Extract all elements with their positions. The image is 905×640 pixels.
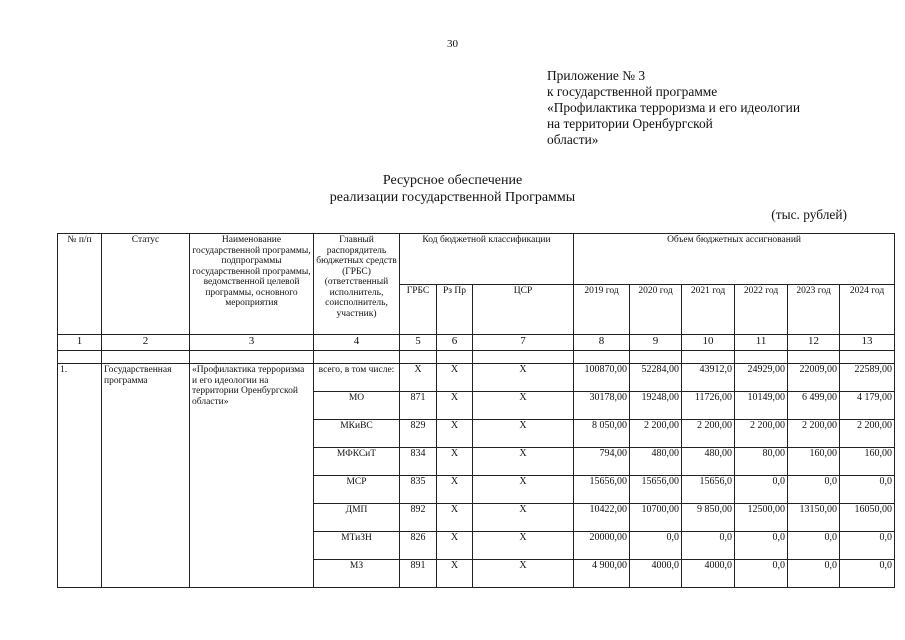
budget-value-cell: 0,0 [840, 560, 895, 588]
header-year: 2020 год [630, 284, 682, 335]
budget-value-cell: 4 179,00 [840, 392, 895, 420]
csr-code-cell: X [473, 420, 574, 448]
budget-value-cell: 2 200,00 [788, 420, 840, 448]
column-number: 9 [630, 335, 682, 351]
executor-cell: МСР [314, 476, 400, 504]
budget-value-cell: 20000,00 [574, 532, 630, 560]
budget-value-cell: 160,00 [840, 448, 895, 476]
budget-value-cell: 0,0 [682, 532, 735, 560]
budget-value-cell: 4000,0 [630, 560, 682, 588]
column-number: 10 [682, 335, 735, 351]
header-year: 2023 год [788, 284, 840, 335]
csr-code-cell: X [473, 392, 574, 420]
budget-value-cell: 0,0 [735, 560, 788, 588]
column-number: 7 [473, 335, 574, 351]
header-code-group: Код бюджетной классификации [400, 234, 574, 285]
column-number: 4 [314, 335, 400, 351]
annex-line: области» [547, 132, 599, 147]
executor-cell: МТиЗН [314, 532, 400, 560]
entry-num-cell: 1. [58, 364, 102, 588]
annex-line: «Профилактика терроризма и его идеологии [547, 100, 800, 115]
executor-cell: МФКСиТ [314, 448, 400, 476]
header-year: 2024 год [840, 284, 895, 335]
grbs-code-cell: 829 [400, 420, 437, 448]
budget-value-cell: 0,0 [630, 532, 682, 560]
rzpr-code-cell: X [437, 364, 473, 392]
budget-value-cell: 22589,00 [840, 364, 895, 392]
budget-value-cell: 9 850,00 [682, 504, 735, 532]
executor-cell: МЗ [314, 560, 400, 588]
budget-value-cell: 4000,0 [682, 560, 735, 588]
page-number: 30 [447, 38, 458, 50]
budget-value-cell: 0,0 [840, 476, 895, 504]
column-number: 1 [58, 335, 102, 351]
entry-status-cell: Государственная программа [102, 364, 190, 588]
budget-value-cell: 2 200,00 [840, 420, 895, 448]
budget-value-cell: 6 499,00 [788, 392, 840, 420]
header-num: № п/п [58, 234, 102, 335]
budget-value-cell: 2 200,00 [630, 420, 682, 448]
entry-name-cell: «Профилактика терроризма и его идеологии на территории Оренбургской области» [190, 364, 314, 588]
spacer-row [58, 351, 895, 364]
budget-value-cell: 24929,00 [735, 364, 788, 392]
budget-value-cell: 10422,00 [574, 504, 630, 532]
grbs-code-cell: 892 [400, 504, 437, 532]
executor-cell: ДМП [314, 504, 400, 532]
budget-value-cell: 52284,00 [630, 364, 682, 392]
budget-value-cell: 10149,00 [735, 392, 788, 420]
budget-value-cell: 10700,00 [630, 504, 682, 532]
column-number: 8 [574, 335, 630, 351]
column-number: 13 [840, 335, 895, 351]
budget-value-cell: 15656,00 [630, 476, 682, 504]
grbs-code-cell: 826 [400, 532, 437, 560]
annex-line: к государственной программе [547, 84, 718, 99]
header-year: 2021 год [682, 284, 735, 335]
header-status: Статус [102, 234, 190, 335]
executor-cell: всего, в том числе: [314, 364, 400, 392]
header-csr: ЦСР [473, 284, 574, 335]
budget-value-cell: 43912,0 [682, 364, 735, 392]
grbs-code-cell: X [400, 364, 437, 392]
header-year: 2022 год [735, 284, 788, 335]
budget-value-cell: 15656,00 [574, 476, 630, 504]
header-grbs: ГРБС [400, 284, 437, 335]
budget-value-cell: 0,0 [788, 532, 840, 560]
budget-value-cell: 11726,00 [682, 392, 735, 420]
column-number: 3 [190, 335, 314, 351]
grbs-code-cell: 871 [400, 392, 437, 420]
csr-code-cell: X [473, 560, 574, 588]
executor-cell: МКиВС [314, 420, 400, 448]
grbs-code-cell: 835 [400, 476, 437, 504]
rzpr-code-cell: X [437, 476, 473, 504]
budget-value-cell: 0,0 [840, 532, 895, 560]
column-number: 11 [735, 335, 788, 351]
csr-code-cell: X [473, 364, 574, 392]
budget-value-cell: 12500,00 [735, 504, 788, 532]
budget-value-cell: 0,0 [788, 560, 840, 588]
budget-value-cell: 4 900,00 [574, 560, 630, 588]
header-grbs-main: Главный распорядитель бюджетных средств (ГРБС) (ответственный исполнитель, соисполнитель, участник) [314, 234, 400, 335]
header-name: Наименование государственной программы, подпрограммы государственной программы, ведомственной целевой программы, основного мероприятия [190, 234, 314, 335]
units-label: (тыс. рублей) [771, 207, 847, 222]
title-line-2: реализации государственной Программы [329, 190, 576, 205]
document-title [0, 172, 905, 206]
rzpr-code-cell: X [437, 392, 473, 420]
budget-value-cell: 2 200,00 [735, 420, 788, 448]
budget-value-cell: 8 050,00 [574, 420, 630, 448]
budget-value-cell: 2 200,00 [682, 420, 735, 448]
rzpr-code-cell: X [437, 532, 473, 560]
budget-value-cell: 0,0 [735, 532, 788, 560]
budget-value-cell: 15656,0 [682, 476, 735, 504]
budget-value-cell: 160,00 [788, 448, 840, 476]
budget-value-cell: 794,00 [574, 448, 630, 476]
rzpr-code-cell: X [437, 560, 473, 588]
executor-cell: МО [314, 392, 400, 420]
budget-value-cell: 19248,00 [630, 392, 682, 420]
budget-value-cell: 16050,00 [840, 504, 895, 532]
budget-value-cell: 100870,00 [574, 364, 630, 392]
annex-line: на территории Оренбургской [547, 116, 713, 131]
budget-value-cell: 0,0 [788, 476, 840, 504]
budget-value-cell: 22009,00 [788, 364, 840, 392]
header-year: 2019 год [574, 284, 630, 335]
budget-value-cell: 480,00 [682, 448, 735, 476]
rzpr-code-cell: X [437, 504, 473, 532]
rzpr-code-cell: X [437, 420, 473, 448]
table-body [58, 364, 895, 588]
budget-value-cell: 13150,00 [788, 504, 840, 532]
table-row [58, 364, 895, 392]
header-rzpr: Рз Пр [437, 284, 473, 335]
annex-line: Приложение № 3 [547, 68, 646, 83]
column-number: 5 [400, 335, 437, 351]
csr-code-cell: X [473, 532, 574, 560]
grbs-code-cell: 834 [400, 448, 437, 476]
csr-code-cell: X [473, 504, 574, 532]
column-number: 2 [102, 335, 190, 351]
budget-value-cell: 80,00 [735, 448, 788, 476]
header-row-1 [58, 234, 895, 285]
csr-code-cell: X [473, 448, 574, 476]
column-number-row [58, 335, 895, 351]
budget-value-cell: 30178,00 [574, 392, 630, 420]
grbs-code-cell: 891 [400, 560, 437, 588]
title-line-1: Ресурсное обеспечение [382, 173, 523, 188]
column-number: 12 [788, 335, 840, 351]
annex-heading [547, 68, 800, 148]
budget-value-cell: 0,0 [735, 476, 788, 504]
column-number: 6 [437, 335, 473, 351]
rzpr-code-cell: X [437, 448, 473, 476]
header-volume-group: Объем бюджетных ассигнований [574, 234, 895, 285]
csr-code-cell: X [473, 476, 574, 504]
budget-table [57, 233, 895, 588]
budget-value-cell: 480,00 [630, 448, 682, 476]
